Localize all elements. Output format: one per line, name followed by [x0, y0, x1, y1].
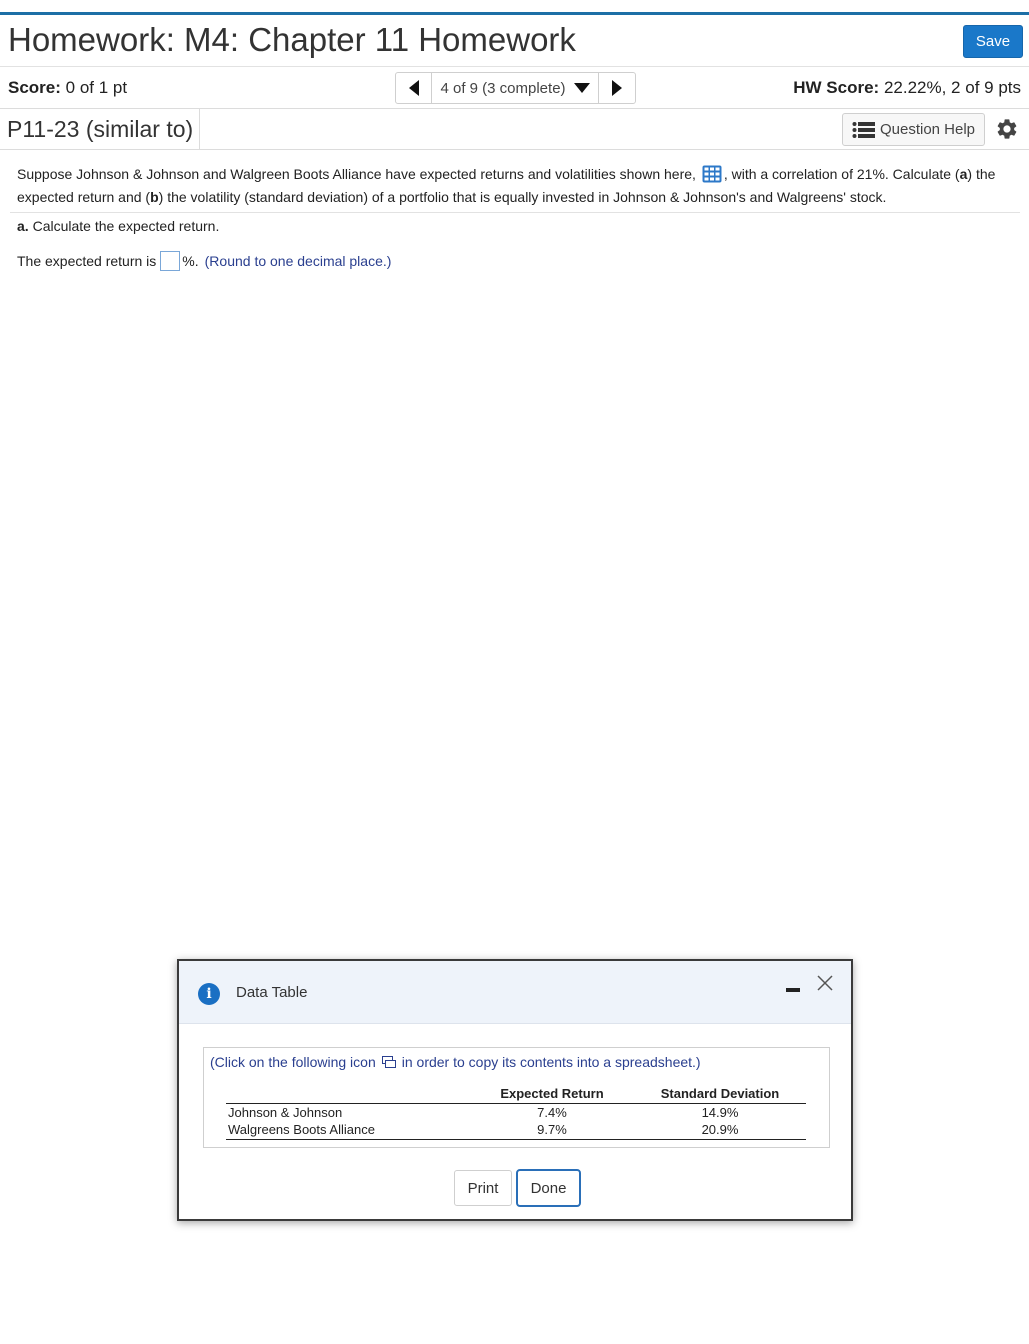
- list-icon: [852, 121, 876, 139]
- minimize-button[interactable]: [784, 979, 802, 997]
- part-a-prompt: [17, 218, 219, 234]
- company-name: Johnson & Johnson: [228, 1104, 343, 1120]
- done-button[interactable]: Done: [516, 1169, 581, 1207]
- arrow-left-icon: [409, 80, 419, 96]
- copy-to-spreadsheet-icon[interactable]: [382, 1056, 396, 1068]
- page-title: Homework: M4: Chapter 11 Homework: [8, 21, 576, 58]
- close-icon[interactable]: [815, 973, 835, 993]
- table-row: [226, 1103, 806, 1121]
- dialog-title: Data Table: [236, 984, 308, 1001]
- score-value: 0 of 1 pt: [65, 78, 128, 97]
- next-question-button[interactable]: [599, 73, 635, 103]
- data-table-dialog: [177, 959, 853, 1221]
- previous-question-button[interactable]: [396, 73, 432, 103]
- std-dev-value: 20.9%: [634, 1121, 806, 1139]
- company-name: Walgreens Boots Alliance: [226, 1121, 470, 1139]
- data-table-frame: [203, 1047, 830, 1148]
- info-icon: i: [198, 983, 220, 1005]
- question-text: [17, 163, 1017, 209]
- hw-score-label: HW Score:: [793, 78, 880, 97]
- answer-line: [17, 251, 391, 271]
- column-header-company: [226, 1084, 470, 1103]
- data-table-icon[interactable]: [702, 165, 722, 183]
- column-header-expected-return: Expected Return: [470, 1084, 634, 1103]
- copy-instruction-suffix: in order to copy its contents into a spreadsheet.): [401, 1054, 701, 1070]
- problem-id: P11-23 (similar to): [0, 109, 200, 149]
- score-bar: [0, 67, 1029, 109]
- copy-instruction-prefix: (Click on the following icon: [210, 1054, 376, 1070]
- score-label: Score:: [8, 78, 61, 97]
- hw-score: [793, 78, 1021, 98]
- part-a-letter: a: [959, 166, 968, 182]
- expected-return-value: 9.7%: [470, 1121, 634, 1139]
- answer-prefix: The expected return is: [17, 253, 157, 269]
- question-position-label: 4 of 9 (3 complete): [440, 79, 566, 97]
- question-help-label: Question Help: [879, 121, 976, 138]
- expected-return-input[interactable]: [160, 251, 180, 271]
- hw-score-value: 22.22%, 2 of 9 pts: [883, 78, 1021, 97]
- column-header-std-dev: Standard Deviation: [634, 1084, 806, 1103]
- returns-table: [226, 1084, 806, 1140]
- question-select-dropdown[interactable]: [432, 73, 599, 103]
- copy-instruction: [210, 1054, 701, 1070]
- expected-return-value: 7.4%: [537, 1104, 567, 1120]
- question-text-part4: ) the volatility (standard deviation) of a portfolio that is equally invested in Johnson & Johnson's and Walgreens' stock.: [158, 189, 887, 205]
- problem-bar: [0, 109, 1029, 150]
- minimize-icon: [786, 988, 800, 992]
- part-b-letter: b: [150, 189, 159, 205]
- dialog-header: [179, 961, 851, 1024]
- question-score: [8, 78, 127, 98]
- arrow-right-icon: [612, 80, 622, 96]
- table-header-row: [226, 1084, 806, 1103]
- rounding-hint: (Round to one decimal place.): [204, 253, 392, 269]
- question-text-part1: Suppose Johnson & Johnson and Walgreen Boots Alliance have expected returns and volatilities shown here,: [17, 166, 696, 182]
- part-a-text: Calculate the expected return.: [28, 218, 220, 234]
- std-dev-value: 14.9%: [701, 1104, 739, 1120]
- gear-icon[interactable]: [995, 117, 1019, 141]
- title-bar: [0, 15, 1029, 67]
- question-text-part3: ) the expected return and (: [17, 166, 996, 205]
- question-navigator: [395, 72, 636, 104]
- part-a-label: a.: [17, 218, 29, 234]
- question-help-button[interactable]: [842, 113, 985, 146]
- caret-down-icon: [574, 83, 590, 93]
- question-text-part2: , with a correlation of 21%. Calculate (: [723, 166, 960, 182]
- save-button[interactable]: Save: [963, 25, 1023, 58]
- print-button[interactable]: Print: [454, 1170, 512, 1206]
- content-divider: [10, 212, 1020, 213]
- answer-suffix: %.: [182, 253, 199, 269]
- table-row: [226, 1121, 806, 1139]
